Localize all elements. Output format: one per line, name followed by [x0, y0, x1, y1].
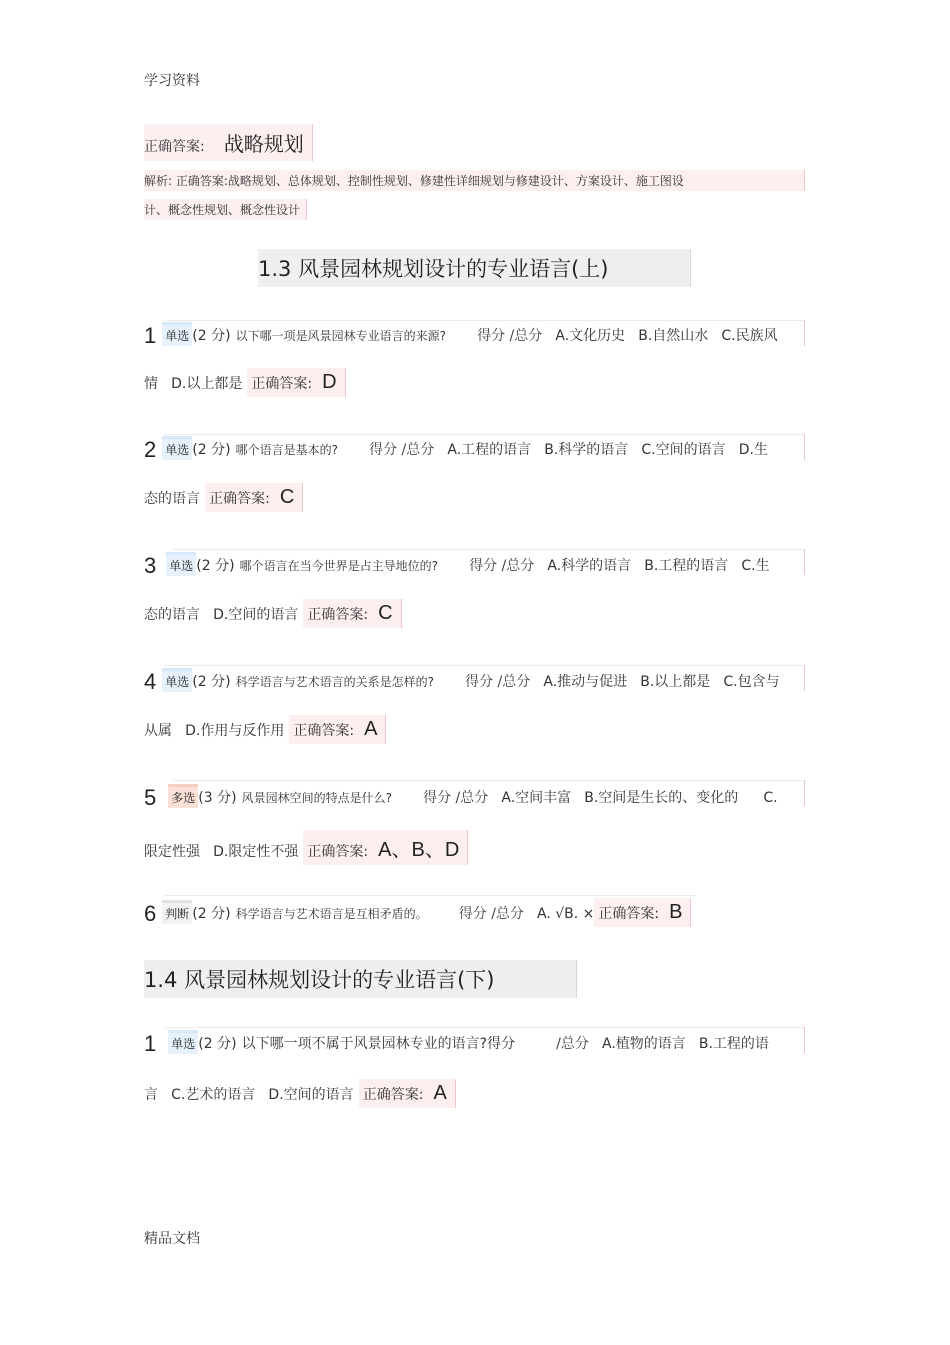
- answer-value: D: [322, 371, 337, 393]
- divider: [164, 665, 804, 666]
- answer-label: 正确答案:: [307, 607, 369, 623]
- question-1-line-2: [144, 368, 346, 397]
- points: (2 分): [192, 906, 231, 922]
- option-continuation: 态的语言: [144, 607, 200, 623]
- option: B.以上都是: [640, 674, 711, 690]
- correct-answer: [205, 483, 303, 512]
- question-number: 1: [144, 1031, 157, 1056]
- option: D.空间的语言: [213, 607, 299, 623]
- answer-value: C: [279, 486, 295, 508]
- option: D.生: [738, 442, 768, 458]
- question-text: 以下哪一项不属于风景园林专业的语言?得分: [241, 1036, 516, 1052]
- score: 得分 /总分: [458, 906, 524, 922]
- option: A.植物的语言: [601, 1036, 686, 1052]
- answer-label: 正确答案:: [362, 1087, 424, 1103]
- question-1-4-1-line-2: [144, 1079, 456, 1108]
- divider: [164, 895, 696, 896]
- question-text: 以下哪一项是风景园林专业语言的来源?: [235, 329, 447, 343]
- option-continuation: 从属: [144, 723, 172, 739]
- question-type-tag: 单选: [166, 552, 196, 576]
- option: C.: [763, 790, 778, 806]
- answer-value: A: [364, 718, 378, 740]
- option: A.空间丰富: [501, 790, 572, 806]
- score: 得分 /总分: [465, 674, 531, 690]
- option-continuation: 态的语言: [144, 491, 200, 507]
- option: C.生: [741, 558, 770, 574]
- answer-value: A: [433, 1082, 447, 1104]
- divider: [172, 549, 804, 550]
- divider: [804, 320, 805, 346]
- answer-value: B: [669, 901, 683, 923]
- page-footer: 精品文档: [144, 1231, 200, 1247]
- question-4: [144, 668, 780, 695]
- divider: [164, 434, 804, 435]
- correct-answer: [289, 715, 386, 744]
- score: 得分 /总分: [477, 328, 543, 344]
- question-text: 科学语言与艺术语言是互相矛盾的。: [235, 907, 428, 921]
- score: 得分 /总分: [469, 558, 535, 574]
- question-number: 5: [144, 785, 157, 810]
- points: (2 分): [192, 328, 231, 344]
- option: D.作用与反作用: [185, 723, 285, 739]
- option: C.艺术的语言: [171, 1087, 256, 1103]
- correct-answer: [594, 898, 691, 927]
- answer-label: 正确答案:: [209, 491, 270, 507]
- question-number: 4: [144, 669, 157, 694]
- answer-label: 正确答案:: [251, 376, 313, 392]
- score: /总分: [556, 1036, 589, 1052]
- top-answer: [144, 124, 313, 161]
- option: B.工程的语: [698, 1036, 769, 1052]
- option-continuation: 情: [144, 376, 158, 392]
- question-5: [144, 784, 778, 811]
- option: B.科学的语言: [544, 442, 629, 458]
- option-continuation: 限定性强: [144, 844, 200, 860]
- question-type-tag: 单选: [162, 668, 192, 692]
- answer-label: 正确答案:: [293, 723, 355, 739]
- question-text: 风景园林空间的特点是什么?: [241, 791, 393, 805]
- divider: [804, 549, 805, 575]
- divider: [804, 434, 805, 460]
- option: A.科学的语言: [547, 558, 632, 574]
- option: C.空间的语言: [641, 442, 726, 458]
- points: (2 分): [196, 558, 235, 574]
- option: D.限定性不强: [213, 844, 299, 860]
- option: A.工程的语言: [447, 442, 532, 458]
- divider: [172, 780, 804, 781]
- option: C.民族风: [721, 328, 778, 344]
- option: D.空间的语言: [268, 1087, 354, 1103]
- correct-answer: [303, 599, 401, 628]
- question-text: 科学语言与艺术语言的关系是怎样的?: [235, 675, 435, 689]
- divider: [164, 1027, 804, 1028]
- option-continuation: 言: [144, 1087, 158, 1103]
- option: A.推动与促进: [543, 674, 628, 690]
- question-number: 1: [144, 323, 157, 348]
- points: (2 分): [192, 442, 231, 458]
- question-6: [144, 898, 691, 927]
- points: (2 分): [198, 1036, 237, 1052]
- page-header: 学习资料: [144, 73, 200, 89]
- option: A.文化历史: [555, 328, 626, 344]
- option: A. √B. ×: [537, 906, 595, 922]
- option: B.空间是生长的、变化的: [584, 790, 739, 806]
- points: (3 分): [198, 790, 237, 806]
- question-3-line-2: [144, 599, 402, 628]
- question-type-tag: 单选: [162, 436, 192, 460]
- question-number: 6: [144, 901, 157, 926]
- correct-answer: [247, 368, 345, 397]
- answer-label: 正确答案:: [598, 906, 660, 922]
- score: 得分 /总分: [423, 790, 489, 806]
- option: D.以上都是: [171, 376, 243, 392]
- answer-label: 正确答案:: [144, 139, 205, 155]
- question-type-tag: 单选: [162, 322, 192, 346]
- question-5-line-2: [144, 830, 468, 865]
- question-4-line-2: [144, 715, 386, 744]
- correct-answer: [303, 830, 468, 865]
- divider: [804, 780, 805, 806]
- analysis-line-2: 计、概念性规划、概念性设计: [144, 199, 307, 220]
- question-text: 哪个语言在当今世界是占主导地位的?: [239, 559, 439, 573]
- question-2-line-2: [144, 483, 303, 512]
- answer-label: 正确答案:: [307, 844, 369, 860]
- score: 得分 /总分: [369, 442, 435, 458]
- answer-value: 战略规划: [223, 132, 304, 156]
- question-number: 3: [144, 553, 157, 578]
- question-2: [144, 436, 768, 463]
- divider: [164, 320, 804, 321]
- points: (2 分): [192, 674, 231, 690]
- divider: [804, 1027, 805, 1053]
- option: C.包含与: [723, 674, 780, 690]
- section-title-1-3: 1.3 风景园林规划设计的专业语言(上): [258, 249, 691, 287]
- question-type-tag: 单选: [168, 1030, 198, 1054]
- option: B.自然山水: [638, 328, 709, 344]
- question-1: [144, 322, 778, 349]
- question-number: 2: [144, 437, 157, 462]
- question-type-tag: 多选: [168, 784, 198, 808]
- question-1-4-1: [144, 1030, 769, 1057]
- answer-value: C: [378, 602, 393, 624]
- divider: [804, 665, 805, 691]
- question-3: [144, 552, 770, 579]
- section-title-1-4: 1.4 风景园林规划设计的专业语言(下): [144, 960, 577, 998]
- question-type-tag: 判断: [162, 900, 192, 924]
- analysis-line-1: 解析: 正确答案:战略规划、总体规划、控制性规划、修建性详细规划与修建设计、方案设计、施工图设: [144, 170, 805, 191]
- correct-answer: [359, 1079, 456, 1108]
- question-text: 哪个语言是基本的?: [235, 443, 339, 457]
- option: B.工程的语言: [644, 558, 729, 574]
- answer-value: A、B、D: [378, 839, 460, 861]
